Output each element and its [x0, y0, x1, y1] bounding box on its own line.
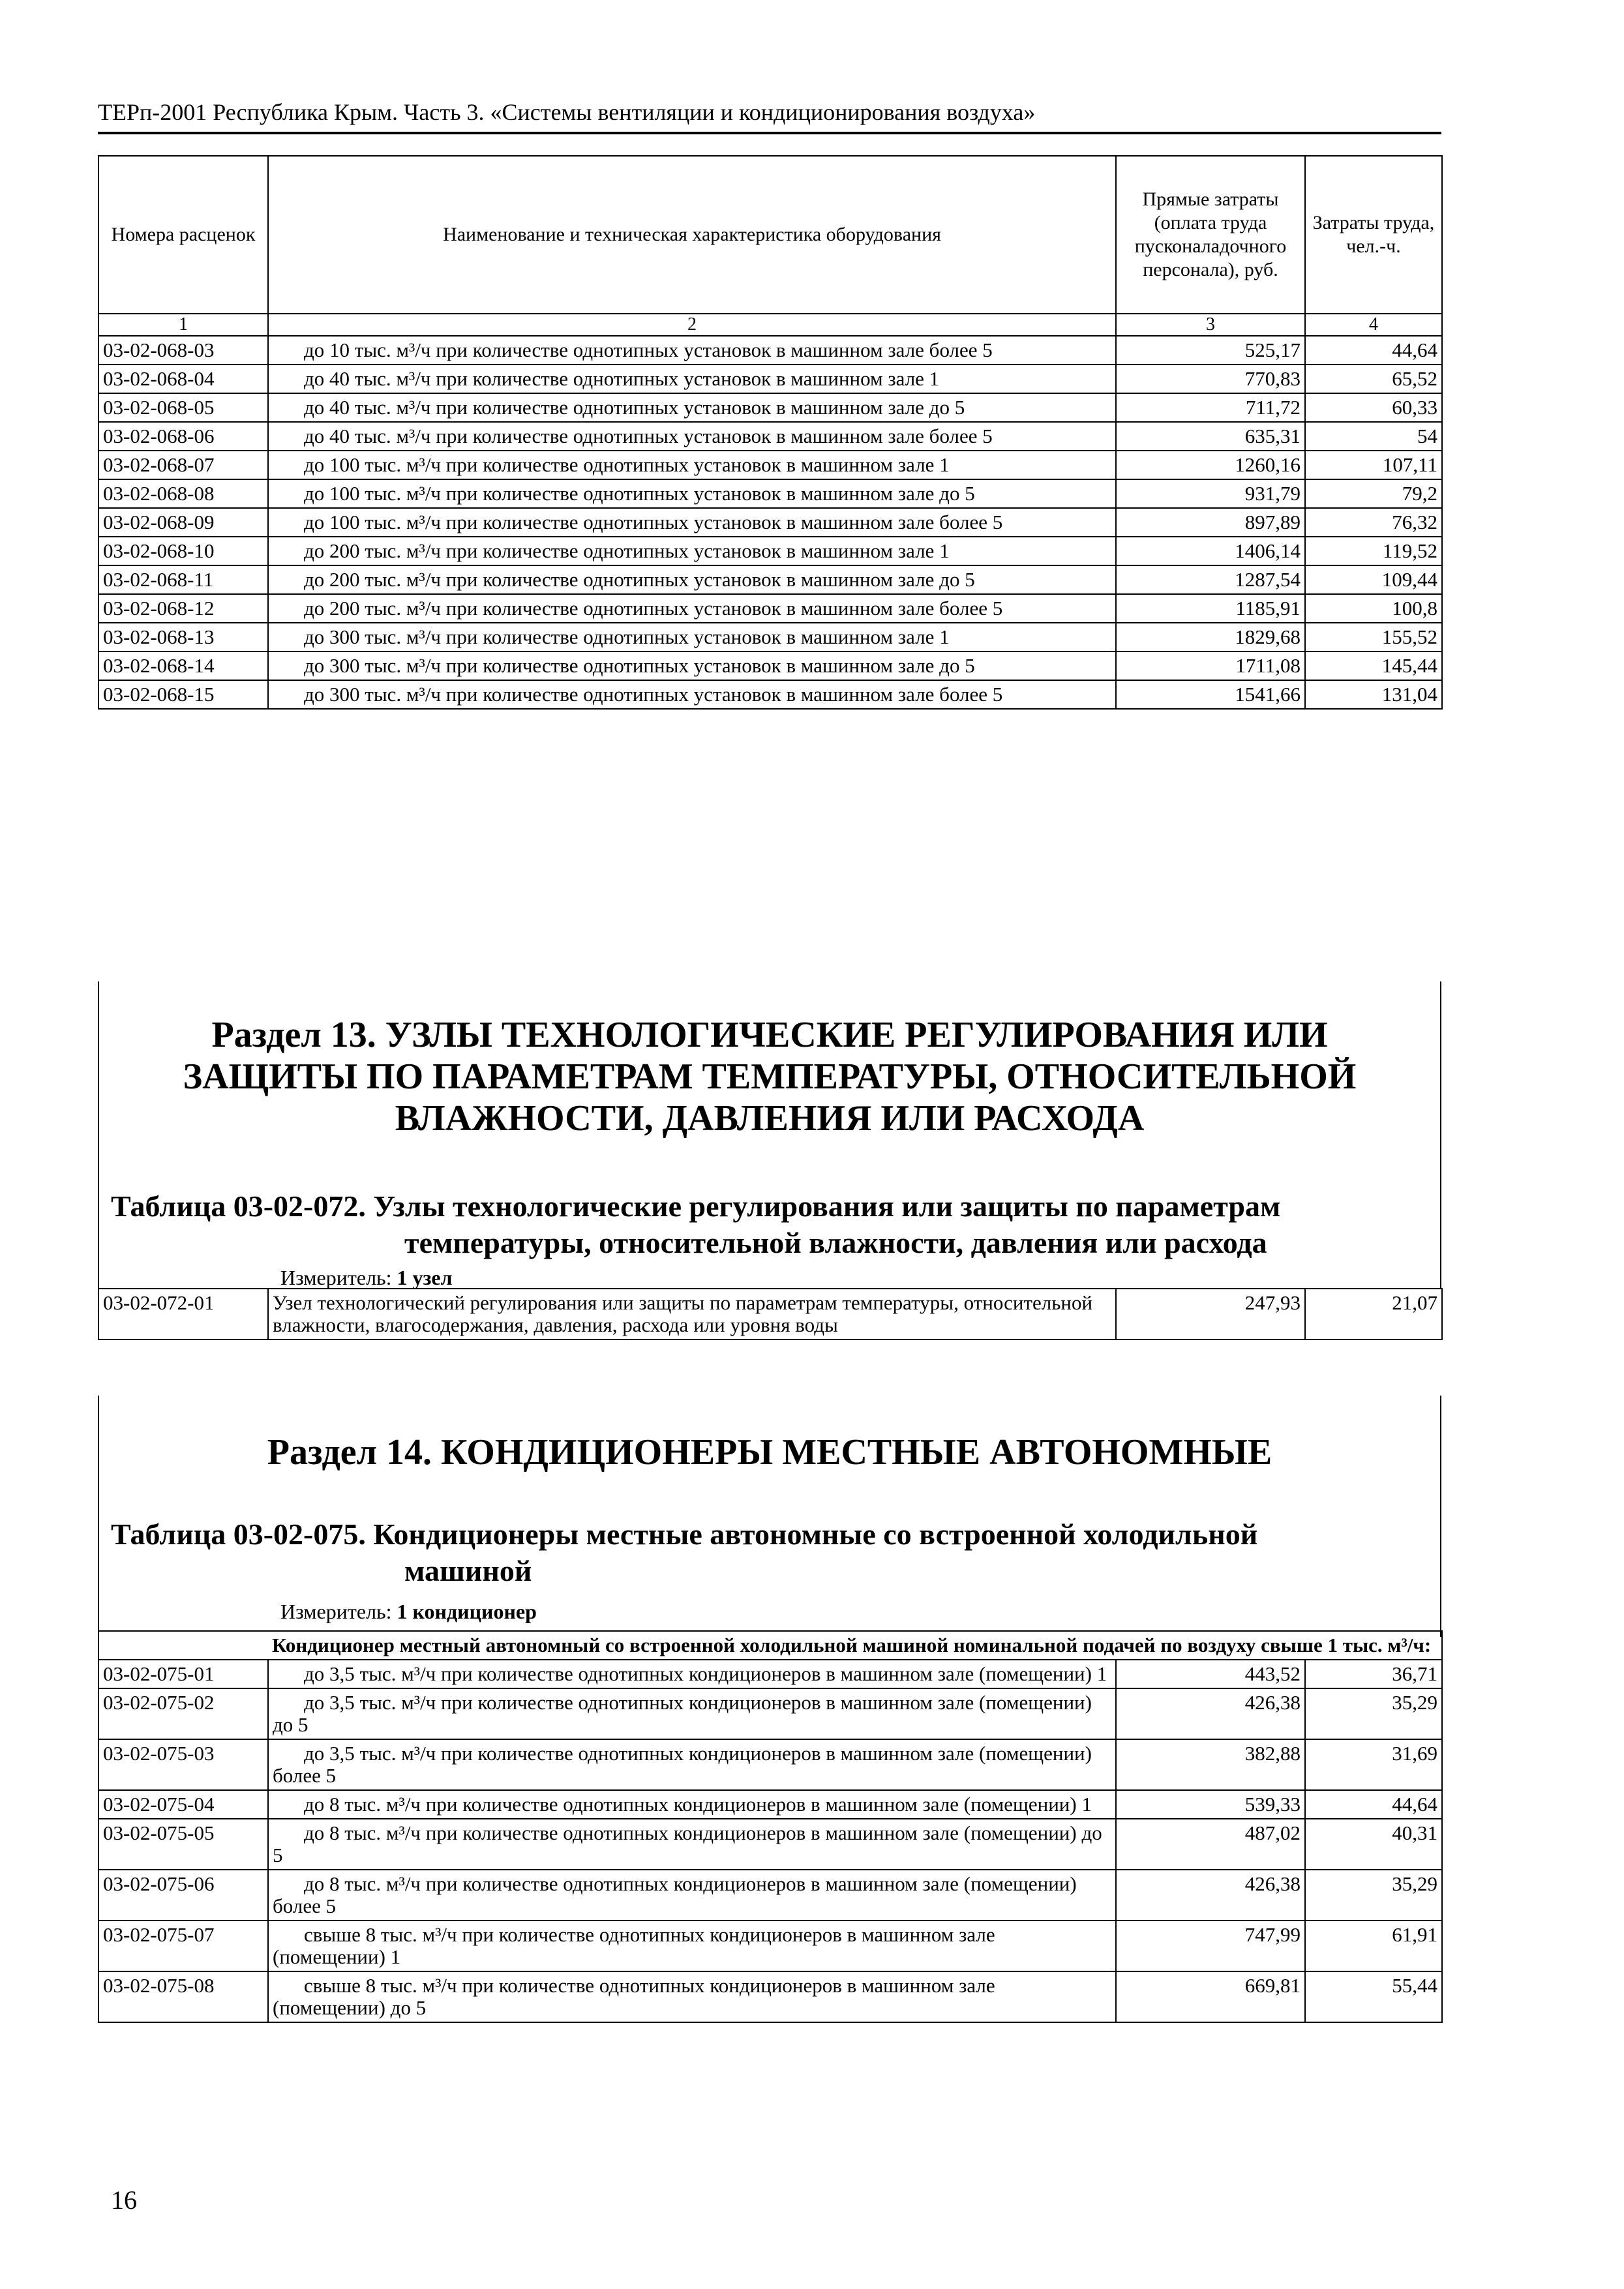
rate-code: 03-02-068-15	[98, 680, 268, 709]
table-row	[98, 1921, 1442, 1971]
rate-code: 03-02-068-05	[98, 393, 268, 422]
table-072-title	[111, 1188, 1428, 1261]
direct-cost: 1541,66	[1116, 680, 1305, 709]
table-075-subheader-row	[98, 1631, 1442, 1660]
labor-cost: 109,44	[1305, 565, 1442, 594]
labor-cost: 65,52	[1305, 365, 1442, 393]
rate-description: до 200 тыс. м³/ч при количестве однотипных установок в машинном зале 1	[268, 537, 1116, 565]
labor-cost: 145,44	[1305, 651, 1442, 680]
table-row	[98, 336, 1442, 365]
rate-description: до 40 тыс. м³/ч при количестве однотипных установок в машинном зале до 5	[268, 393, 1116, 422]
rate-code: 03-02-068-06	[98, 422, 268, 451]
labor-cost: 100,8	[1305, 594, 1442, 623]
rates-table-075	[98, 1630, 1443, 2023]
rate-description: до 8 тыс. м³/ч при количестве однотипных кондиционеров в машинном зале (помещении) до 5	[268, 1819, 1116, 1870]
table-072-title-line: Таблица 03-02-072. Узлы технологические регулирования или защиты по параметрам	[111, 1189, 1281, 1223]
direct-cost: 770,83	[1116, 365, 1305, 393]
column-index-row	[98, 314, 1442, 336]
section-13-title-line: Раздел 13. УЗЛЫ ТЕХНОЛОГИЧЕСКИЕ РЕГУЛИРОВАНИЯ ИЛИ	[211, 1015, 1328, 1055]
labor-cost: 35,29	[1305, 1870, 1442, 1921]
direct-cost: 525,17	[1116, 336, 1305, 365]
table-row	[98, 1739, 1442, 1790]
direct-cost: 747,99	[1116, 1921, 1305, 1971]
labor-cost: 40,31	[1305, 1819, 1442, 1870]
table-072-title-line: температуры, относительной влажности, давления или расхода	[404, 1226, 1267, 1259]
rate-code: 03-02-072-01	[98, 1289, 268, 1339]
direct-cost: 487,02	[1116, 1819, 1305, 1870]
direct-cost: 931,79	[1116, 479, 1305, 508]
table-row	[98, 422, 1442, 451]
measure-value: 1 кондиционер	[397, 1600, 537, 1623]
table-body-075	[98, 1660, 1442, 2022]
rate-description: до 200 тыс. м³/ч при количестве однотипных установок в машинном зале более 5	[268, 594, 1116, 623]
table-row	[98, 1660, 1442, 1688]
direct-cost: 711,72	[1116, 393, 1305, 422]
table-row	[98, 594, 1442, 623]
col-header-cost: Прямые затраты (оплата труда пусконаладочного персонала), руб.	[1116, 156, 1305, 314]
direct-cost: 669,81	[1116, 1971, 1305, 2022]
rates-table-068	[98, 155, 1443, 710]
measure-label: Измеритель:	[280, 1600, 392, 1623]
labor-cost: 107,11	[1305, 451, 1442, 479]
direct-cost: 897,89	[1116, 508, 1305, 537]
table-row	[98, 479, 1442, 508]
section-13-title-line: ЗАЩИТЫ ПО ПАРАМЕТРАМ ТЕМПЕРАТУРЫ, ОТНОСИТЕЛЬНОЙ	[183, 1056, 1357, 1097]
rate-code: 03-02-068-09	[98, 508, 268, 537]
section-13-title-line: ВЛАЖНОСТИ, ДАВЛЕНИЯ ИЛИ РАСХОДА	[395, 1098, 1145, 1139]
labor-cost: 55,44	[1305, 1971, 1442, 2022]
labor-cost: 44,64	[1305, 336, 1442, 365]
rate-code: 03-02-075-05	[98, 1819, 268, 1870]
labor-cost: 35,29	[1305, 1688, 1442, 1739]
labor-cost: 31,69	[1305, 1739, 1442, 1790]
table-body-068	[98, 336, 1442, 709]
rate-description: до 40 тыс. м³/ч при количестве однотипных установок в машинном зале 1	[268, 365, 1116, 393]
labor-cost: 119,52	[1305, 537, 1442, 565]
labor-cost: 54	[1305, 422, 1442, 451]
rate-code: 03-02-068-04	[98, 365, 268, 393]
direct-cost: 1260,16	[1116, 451, 1305, 479]
rate-description: до 300 тыс. м³/ч при количестве однотипных установок в машинном зале до 5	[268, 651, 1116, 680]
page-header: ТЕРп-2001 Республика Крым. Часть 3. «Системы вентиляции и кондиционирования воздуха»	[98, 98, 1441, 134]
rate-description: до 3,5 тыс. м³/ч при количестве однотипных кондиционеров в машинном зале (помещении) до 5	[268, 1688, 1116, 1739]
table-row	[98, 365, 1442, 393]
table-row	[98, 451, 1442, 479]
table-row	[98, 393, 1442, 422]
direct-cost: 426,38	[1116, 1688, 1305, 1739]
rate-description: до 8 тыс. м³/ч при количестве однотипных кондиционеров в машинном зале (помещении) более 5	[268, 1870, 1116, 1921]
table-row	[98, 1971, 1442, 2022]
labor-cost: 21,07	[1305, 1289, 1442, 1339]
col-index: 2	[268, 314, 1116, 336]
table-075-subheader: Кондиционер местный автономный со встроенной холодильной машиной номинальной подачей по воздуху свыше 1 тыс. м³/ч:	[268, 1631, 1442, 1660]
rate-code: 03-02-075-06	[98, 1870, 268, 1921]
table-row	[98, 1688, 1442, 1739]
labor-cost: 36,71	[1305, 1660, 1442, 1688]
rate-code: 03-02-068-14	[98, 651, 268, 680]
rate-code: 03-02-075-01	[98, 1660, 268, 1688]
table-row	[98, 537, 1442, 565]
rate-description: до 300 тыс. м³/ч при количестве однотипных установок в машинном зале 1	[268, 623, 1116, 651]
labor-cost: 79,2	[1305, 479, 1442, 508]
col-index: 4	[1305, 314, 1442, 336]
labor-cost: 60,33	[1305, 393, 1442, 422]
measure-072	[280, 1265, 453, 1290]
table-row	[98, 565, 1442, 594]
table-row	[98, 508, 1442, 537]
labor-cost: 76,32	[1305, 508, 1442, 537]
col-header-labor: Затраты труда, чел.-ч.	[1305, 156, 1442, 314]
rates-table-072	[98, 1288, 1443, 1340]
direct-cost: 1406,14	[1116, 537, 1305, 565]
rate-code: 03-02-075-04	[98, 1790, 268, 1819]
col-header-codes: Номера расценок	[98, 156, 268, 314]
subheader-spacer	[98, 1631, 268, 1660]
table-row	[98, 1819, 1442, 1870]
table-row	[98, 1289, 1442, 1339]
rate-description: до 3,5 тыс. м³/ч при количестве однотипных кондиционеров в машинном зале (помещении) более 5	[268, 1739, 1116, 1790]
rate-description: до 100 тыс. м³/ч при количестве однотипных установок в машинном зале 1	[268, 451, 1116, 479]
rate-description: до 100 тыс. м³/ч при количестве однотипных установок в машинном зале до 5	[268, 479, 1116, 508]
table-075-title	[111, 1516, 1428, 1589]
rate-description: до 40 тыс. м³/ч при количестве однотипных установок в машинном зале более 5	[268, 422, 1116, 451]
table-row	[98, 623, 1442, 651]
labor-cost: 131,04	[1305, 680, 1442, 709]
measure-value: 1 узел	[397, 1266, 453, 1289]
rate-description: до 300 тыс. м³/ч при количестве однотипных установок в машинном зале более 5	[268, 680, 1116, 709]
table-body-072	[98, 1289, 1442, 1339]
col-index: 3	[1116, 314, 1305, 336]
direct-cost: 635,31	[1116, 422, 1305, 451]
page-number: 16	[111, 2185, 137, 2215]
table-row	[98, 1870, 1442, 1921]
col-header-name: Наименование и техническая характеристика оборудования	[268, 156, 1116, 314]
direct-cost: 1185,91	[1116, 594, 1305, 623]
rate-description: свыше 8 тыс. м³/ч при количестве однотипных кондиционеров в машинном зале (помещении) 1	[268, 1921, 1116, 1971]
rate-description: до 100 тыс. м³/ч при количестве однотипных установок в машинном зале более 5	[268, 508, 1116, 537]
direct-cost: 1829,68	[1116, 623, 1305, 651]
measure-label: Измеритель:	[280, 1266, 392, 1289]
rate-code: 03-02-075-07	[98, 1921, 268, 1971]
rate-description: до 200 тыс. м³/ч при количестве однотипных установок в машинном зале до 5	[268, 565, 1116, 594]
table-row	[98, 651, 1442, 680]
table-row	[98, 680, 1442, 709]
section-13-title	[98, 1014, 1441, 1139]
rate-code: 03-02-068-13	[98, 623, 268, 651]
table-075-title-line: Таблица 03-02-075. Кондиционеры местные автономные со встроенной холодильной	[111, 1518, 1258, 1551]
rate-description: до 10 тыс. м³/ч при количестве однотипных установок в машинном зале более 5	[268, 336, 1116, 365]
rate-code: 03-02-068-12	[98, 594, 268, 623]
rate-code: 03-02-068-03	[98, 336, 268, 365]
direct-cost: 247,93	[1116, 1289, 1305, 1339]
direct-cost: 1711,08	[1116, 651, 1305, 680]
direct-cost: 1287,54	[1116, 565, 1305, 594]
rate-code: 03-02-075-03	[98, 1739, 268, 1790]
rate-code: 03-02-068-11	[98, 565, 268, 594]
labor-cost: 44,64	[1305, 1790, 1442, 1819]
table-row	[98, 1790, 1442, 1819]
rate-code: 03-02-068-10	[98, 537, 268, 565]
section-14-title: Раздел 14. КОНДИЦИОНЕРЫ МЕСТНЫЕ АВТОНОМНЫЕ	[267, 1432, 1272, 1473]
labor-cost: 61,91	[1305, 1921, 1442, 1971]
direct-cost: 382,88	[1116, 1739, 1305, 1790]
table-075-title-line: машиной	[404, 1554, 532, 1587]
rate-description: до 3,5 тыс. м³/ч при количестве однотипных кондиционеров в машинном зале (помещении) 1	[268, 1660, 1116, 1688]
rate-code: 03-02-068-07	[98, 451, 268, 479]
direct-cost: 539,33	[1116, 1790, 1305, 1819]
col-index: 1	[98, 314, 268, 336]
rate-description: Узел технологический регулирования или защиты по параметрам температуры, относительной влажности, влагосодержания, давления, расхода или уровня воды	[268, 1289, 1116, 1339]
direct-cost: 443,52	[1116, 1660, 1305, 1688]
rate-description: до 8 тыс. м³/ч при количестве однотипных кондиционеров в машинном зале (помещении) 1	[268, 1790, 1116, 1819]
rate-description: свыше 8 тыс. м³/ч при количестве однотипных кондиционеров в машинном зале (помещении) до 5	[268, 1971, 1116, 2022]
measure-075	[280, 1599, 537, 1624]
rate-code: 03-02-075-02	[98, 1688, 268, 1739]
rate-code: 03-02-068-08	[98, 479, 268, 508]
labor-cost: 155,52	[1305, 623, 1442, 651]
direct-cost: 426,38	[1116, 1870, 1305, 1921]
table-header-row	[98, 156, 1442, 314]
rate-code: 03-02-075-08	[98, 1971, 268, 2022]
